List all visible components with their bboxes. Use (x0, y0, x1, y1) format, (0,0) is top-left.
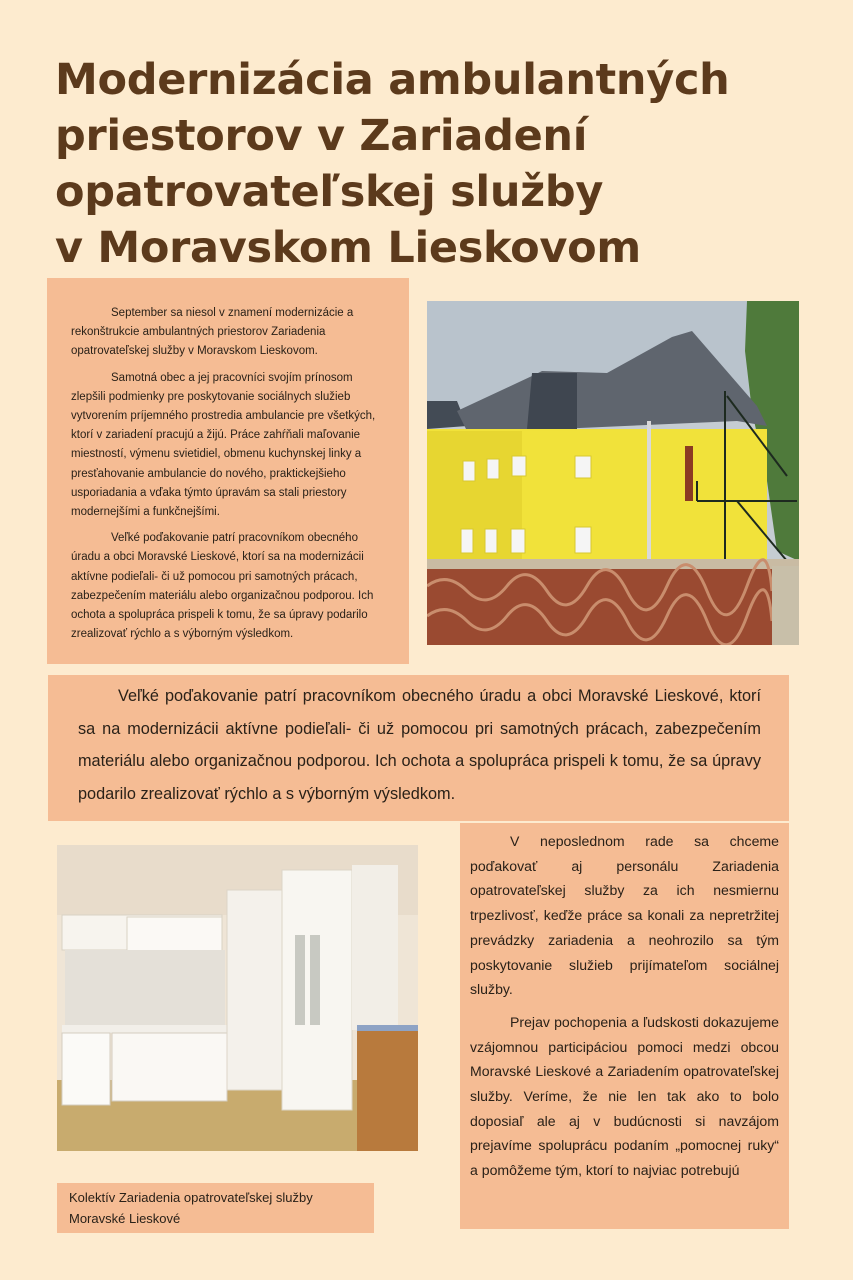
title-line: v Moravskom Lieskovom (55, 223, 641, 273)
intro-paragraph: Veľké poďakovanie patrí pracovníkom obecného úradu a obci Moravské Lieskové, ktorí sa na modernizácii aktívne podieľali- či už pomocou pri samotných prácach, zabezpečením materiálu alebo organizačnou podporou. Ich ochota a spolupráca prispeli k tomu, že sa úpravy podarilo zrealizovať rýchlo a s výborným výsledkom. (71, 532, 374, 641)
intro-paragraph: Samotná obec a jej pracovníci svojím prínosom zlepšili podmienky pre poskytovanie sociálnych služieb vytvorením príjemného prostredia ambulancie pre všetkých, ktorí v zariadení pracujú a žijú. Práce zahŕňali maľovanie miestností, výmenu svietidiel, obmenu kuchynskej linky a presťahovanie ambulancie do nového, praktickejšieho usporiadania a vďaka týmto úpravám sa stali priestory modernejšími a funkčnejšími. (71, 371, 376, 519)
title-line: opatrovateľskej služby (55, 167, 604, 217)
kitchen-photo (57, 845, 418, 1151)
highlight-text-box (48, 675, 789, 821)
thanks-paragraph: V neposlednom rade sa chceme poďakovať aj personálu Zariadenia opatrovateľskej služby za ich nesmiernu trpezlivosť, keďže práce sa konali za nepretržitej prevádzky zariadenia a neohrozilo sa tým poskytovanie služieb prijímateľom sociálnej služby. (470, 833, 779, 998)
signature-line: Moravské Lieskové (69, 1211, 181, 1226)
thanks-paragraph: Prejav pochopenia a ľudskosti dokazujeme vzájomnou participáciou pomoci medzi obcou Moravské Lieskové a Zariadením opatrovateľskej služby. Veríme, že nie len tak ako to bolo doposiaľ ale aj v budúcnosti si navzájom prejavíme spoluprácu podaním „pomocnej ruky“ a pomôžeme tým, ktorí to najviac potrebujú (470, 1013, 779, 1179)
thanks-text-box (460, 823, 789, 1229)
signature-box (57, 1183, 374, 1233)
title-line: Modernizácia ambulantných (55, 55, 730, 105)
title-line: priestorov v Zariadení (55, 111, 588, 161)
intro-text-box (47, 278, 409, 664)
signature-line: Kolektív Zariadenia opatrovateľskej služby (69, 1190, 313, 1205)
highlight-paragraph: Veľké poďakovanie patrí pracovníkom obecného úradu a obci Moravské Lieskové, ktorí sa na modernizácii aktívne podieľali- či už pomocou pri samotných prácach, zabezpečením materiálu alebo organizačnou podporou. Ich ochota a spolupráca prispeli k tomu, že sa úpravy podarilo zrealizovať rýchlo a s výborným výsledkom. (78, 687, 761, 803)
intro-paragraph: September sa niesol v znamení modernizácie a rekonštrukcie ambulantných priestorov Zariadenia opatrovateľskej služby v Moravskom Lieskovom. (71, 307, 354, 358)
page-title (55, 52, 775, 276)
building-photo (427, 301, 799, 645)
